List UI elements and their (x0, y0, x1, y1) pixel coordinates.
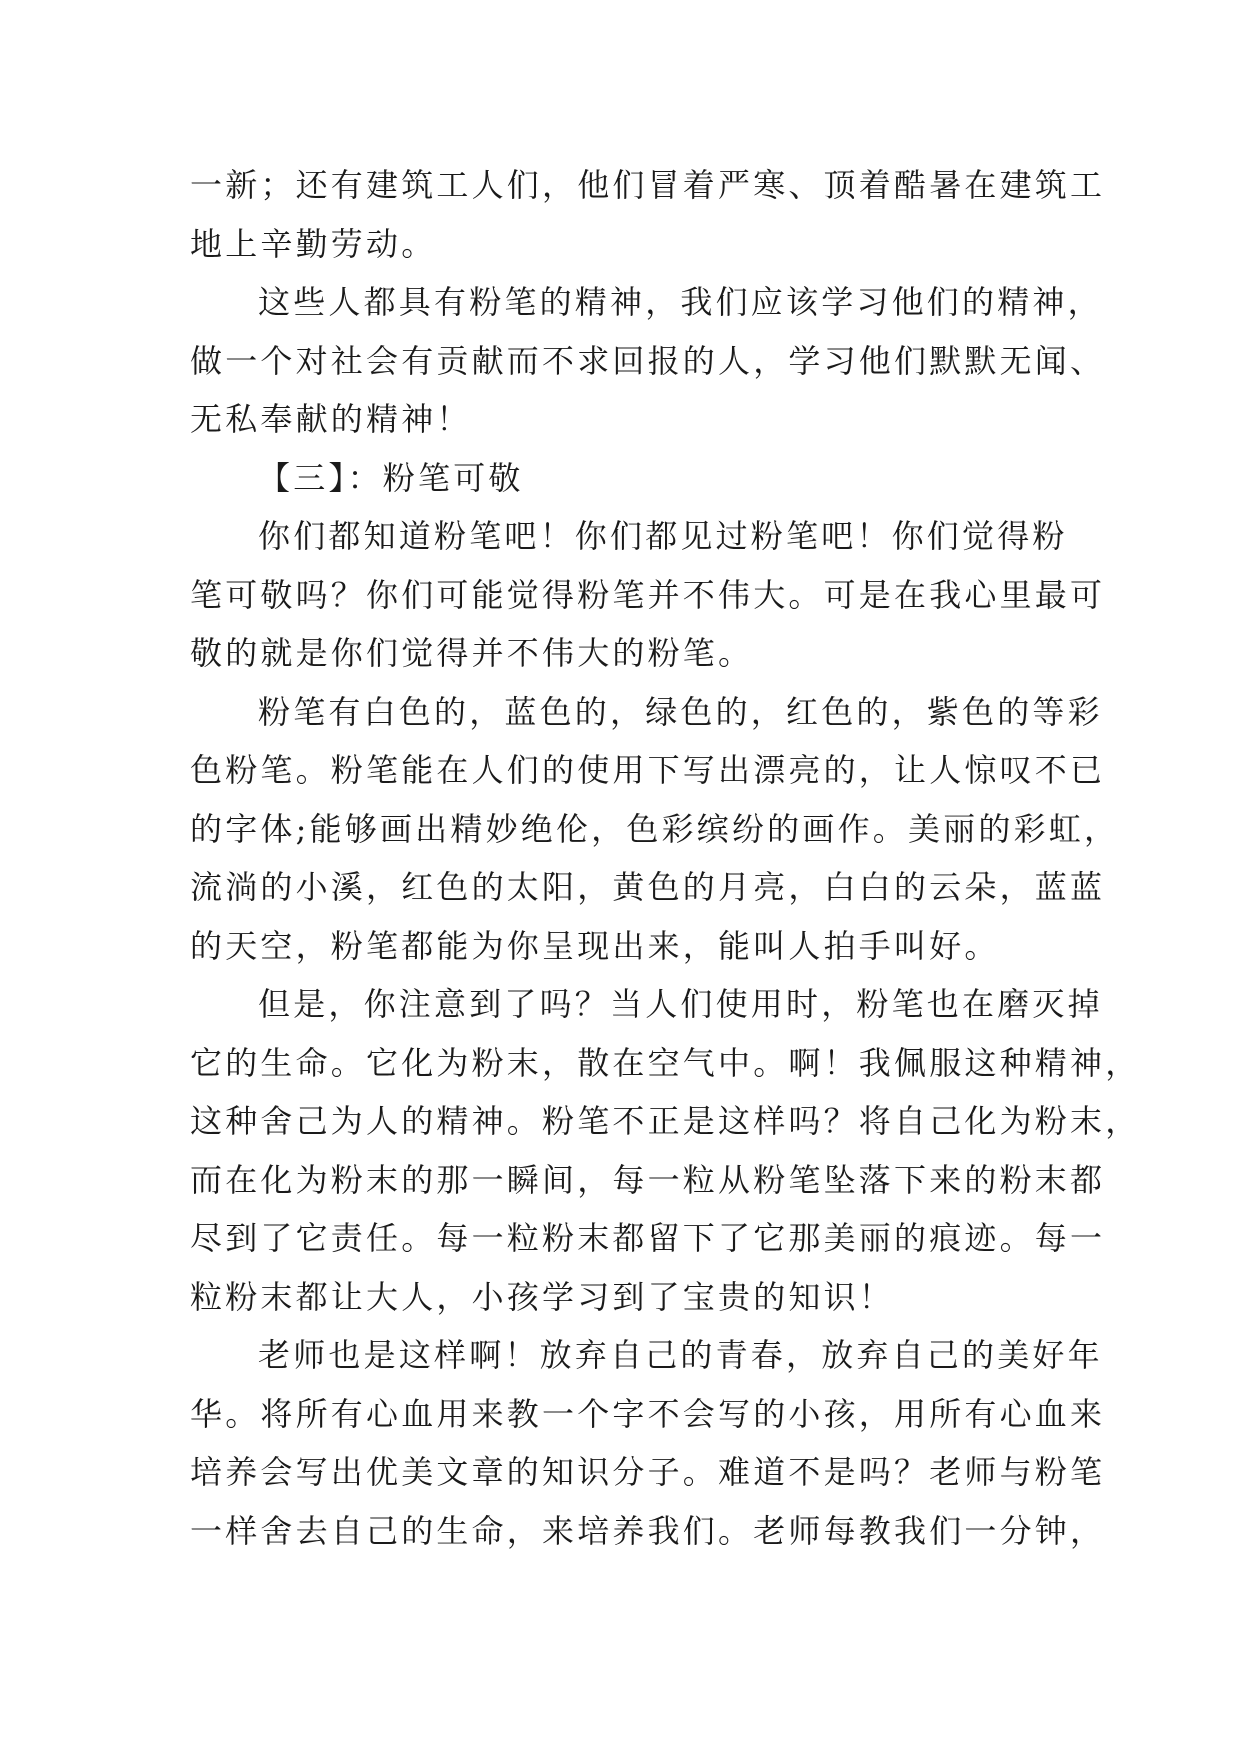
text-line: 的天空，粉笔都能为你呈现出来，能叫人拍手叫好。 (190, 926, 1000, 965)
text-line: 老师也是这样啊！放弃自己的青春，放弃自己的美好年 (258, 1336, 1103, 1374)
text-line: 流淌的小溪，红色的太阳，黄色的月亮，白白的云朵，蓝蓝 (190, 868, 1106, 906)
text-line: 一新；还有建筑工人们，他们冒着严寒、顶着酷暑在建筑工 (190, 166, 1106, 204)
text-line: 笔可敬吗？你们可能觉得粉笔并不伟大。可是在我心里最可 (190, 575, 1106, 614)
section-heading: 【三】：粉笔可敬 (258, 458, 524, 497)
text-line: 无私奉献的精神！ (190, 400, 472, 438)
text-line: 色粉笔。粉笔能在人们的使用下写出漂亮的，让人惊叹不已 (190, 751, 1106, 789)
text-line: 粒粉末都让大人，小孩学习到了宝贵的知识！ (190, 1277, 895, 1316)
text-line: 但是，你注意到了吗？当人们使用时，粉笔也在磨灭掉 (258, 985, 1103, 1023)
text-line: 这种舍己为人的精神。粉笔不正是这样吗？将自己化为粉末， (190, 1102, 1141, 1140)
text-line: 而在化为粉末的那一瞬间，每一粒从粉笔坠落下来的粉末都 (190, 1160, 1106, 1199)
text-line: 尽到了它责任。每一粒粉末都留下了它那美丽的痕迹。每一 (190, 1219, 1106, 1257)
text-line: 的字体;能够画出精妙绝伦，色彩缤纷的画作。美丽的彩虹， (190, 809, 1120, 848)
text-line: 你们都知道粉笔吧！你们都见过粉笔吧！你们觉得粉 (258, 517, 1068, 555)
text-line: 做一个对社会有贡献而不求回报的人，学习他们默默无闻、 (190, 341, 1106, 380)
body-text (190, 156, 1141, 1560)
text-line: 培养会写出优美文章的知识分子。难道不是吗？老师与粉笔 (190, 1453, 1106, 1491)
text-line: 这些人都具有粉笔的精神，我们应该学习他们的精神， (258, 283, 1103, 321)
text-line: 粉笔有白色的，蓝色的，绿色的，红色的，紫色的等彩 (258, 692, 1103, 731)
text-line: 敬的就是你们觉得并不伟大的粉笔。 (190, 634, 754, 672)
text-line: 华。将所有心血用来教一个字不会写的小孩，用所有心血来 (190, 1394, 1106, 1433)
text-line: 它的生命。它化为粉末，散在空气中。啊！我佩服这种精神， (190, 1043, 1141, 1082)
text-line: 一样舍去自己的生命，来培养我们。老师每教我们一分钟， (190, 1511, 1106, 1550)
text-line: 地上辛勤劳动。 (190, 224, 437, 263)
